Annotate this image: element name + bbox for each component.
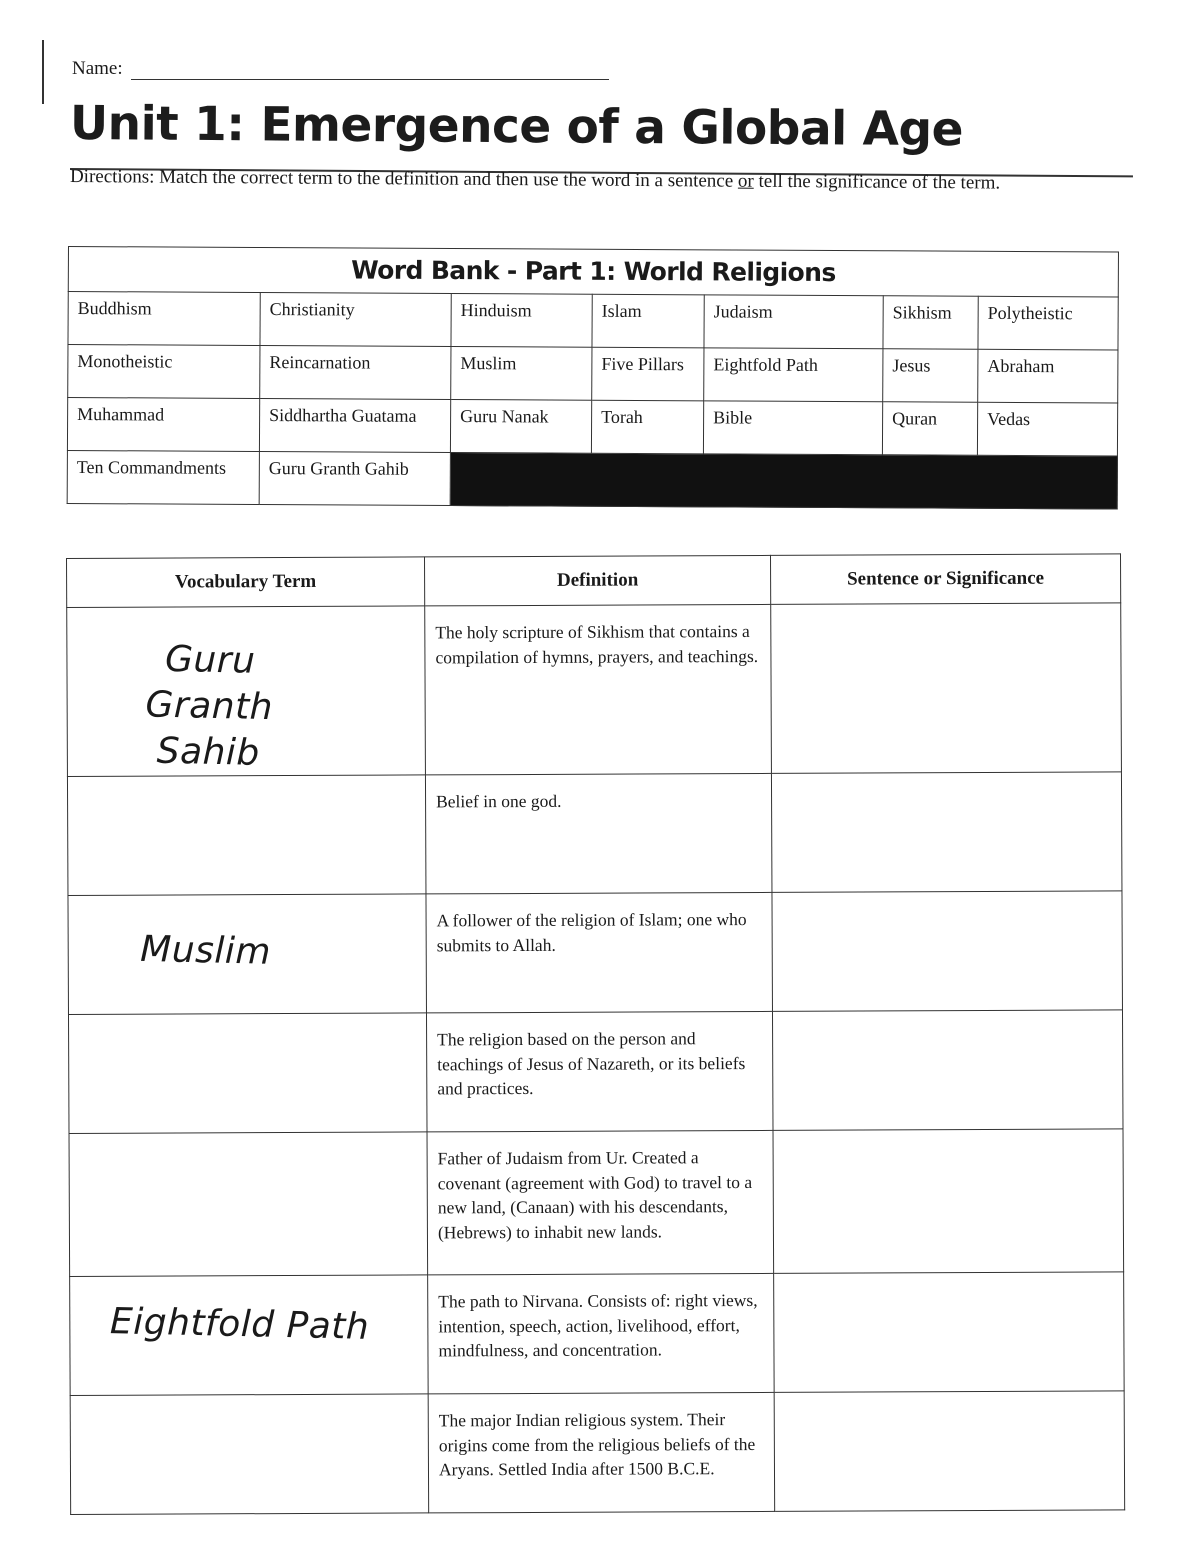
table-row — [67, 772, 1122, 896]
word-bank-term: Torah — [591, 400, 703, 454]
name-row — [72, 58, 609, 80]
sentence-cell[interactable] — [774, 1272, 1125, 1393]
definition-cell — [428, 1392, 775, 1513]
directions-text-2: tell the significance of the term. — [753, 170, 1001, 194]
directions-or: or — [737, 170, 754, 192]
sentence-text — [774, 1129, 1123, 1131]
term-cell[interactable] — [69, 1132, 428, 1277]
table-row — [68, 891, 1123, 1015]
word-bank-term: Five Pillars — [592, 347, 704, 401]
table-row — [70, 1391, 1125, 1515]
term-cell[interactable] — [70, 1275, 429, 1396]
sentence-cell[interactable] — [772, 1010, 1123, 1131]
sentence-text — [774, 1272, 1123, 1274]
word-bank-term: Polytheistic — [978, 296, 1118, 350]
column-header-definition: Definition — [424, 555, 770, 606]
directions-text-1: Directions: Match the correct term to the definition and then use the word in a sentence — [69, 166, 739, 192]
name-label: Name: — [72, 58, 123, 79]
table-row — [67, 603, 1122, 777]
word-bank-term: Islam — [592, 294, 704, 348]
word-bank-table — [67, 246, 1119, 509]
table-row — [68, 1010, 1123, 1134]
handwritten-term: Eightfold Path — [109, 1301, 370, 1348]
margin-mark — [42, 40, 44, 104]
table-row — [70, 1272, 1125, 1396]
sentence-cell[interactable] — [771, 603, 1122, 774]
word-bank-term: Christianity — [260, 293, 451, 347]
definition-cell — [426, 1011, 773, 1132]
definition-cell — [426, 892, 773, 1013]
definition-text: Father of Judaism from Ur. Created a covenant (agreement with God) to travel to a new land, (Canaan) with his descendants, (Hebrews) to inhabit new lands. — [437, 1147, 753, 1242]
word-bank-term: Vedas — [977, 402, 1117, 456]
word-bank-term: Hinduism — [451, 294, 592, 348]
word-bank-term: Jesus — [883, 349, 978, 402]
vocabulary-table — [66, 553, 1125, 1515]
word-bank-term: Muhammad — [67, 398, 259, 452]
definition-cell — [425, 773, 772, 894]
word-bank-term: Bible — [703, 401, 882, 455]
sentence-cell[interactable] — [773, 1129, 1124, 1274]
word-bank-term: Guru Granth Gahib — [259, 452, 450, 506]
definition-cell — [427, 1130, 774, 1275]
definition-text: The path to Nirvana. Consists of: right views, intention, speech, action, livelihood, effort, mindfulness, and concentration. — [438, 1289, 758, 1361]
word-bank-term: Buddhism — [68, 292, 260, 346]
word-bank-term: Ten Commandments — [67, 450, 259, 504]
sentence-cell[interactable] — [774, 1391, 1125, 1512]
sentence-text — [775, 1391, 1124, 1393]
definition-text: The major Indian religious system. Their origins come from the religious beliefs of the Aryans. Settled India after 1500 B.C.E. — [438, 1409, 756, 1480]
page-title: Unit 1: Emergence of a Global Age — [69, 96, 964, 158]
word-bank-blacked-out — [450, 453, 1117, 509]
definition-text: Belief in one god. — [436, 790, 562, 812]
term-cell[interactable] — [67, 775, 426, 896]
sentence-cell[interactable] — [772, 891, 1123, 1012]
word-bank-term: Abraham — [978, 349, 1118, 403]
handwritten-term: Guru Granth Sahib — [145, 638, 274, 774]
sentence-text — [773, 1010, 1122, 1012]
table-row — [69, 1129, 1124, 1277]
word-bank-term: Monotheistic — [68, 345, 260, 399]
definition-text: A follower of the religion of Islam; one who submits to Allah. — [436, 909, 747, 955]
word-bank-title: Word Bank - Part 1: World Religions — [68, 247, 1118, 297]
definition-text: The holy scripture of Sikhism that contains a compilation of hymns, prayers, and teachings. — [435, 621, 759, 667]
word-bank-term: Sikhism — [883, 296, 978, 349]
term-cell[interactable] — [67, 606, 426, 777]
term-cell[interactable] — [68, 1013, 427, 1134]
sentence-cell[interactable] — [771, 772, 1122, 893]
term-cell[interactable] — [70, 1394, 429, 1515]
name-input-line[interactable] — [131, 61, 609, 80]
word-bank-term: Judaism — [704, 295, 883, 349]
word-bank-term: Eightfold Path — [704, 348, 883, 402]
definition-text: The religion based on the person and teachings of Jesus of Nazareth, or its beliefs and practices. — [437, 1028, 746, 1099]
definition-cell — [428, 1273, 775, 1394]
column-header-sentence: Sentence or Significance — [770, 554, 1120, 605]
word-bank-term: Siddhartha Guatama — [259, 399, 450, 453]
word-bank-term: Reincarnation — [260, 346, 451, 400]
directions — [70, 166, 1120, 195]
sentence-text — [772, 891, 1121, 893]
sentence-text — [771, 603, 1120, 605]
handwritten-term: Muslim — [139, 928, 272, 973]
word-bank-term: Quran — [882, 402, 977, 455]
term-cell[interactable] — [68, 894, 427, 1015]
word-bank-term: Guru Nanak — [450, 400, 591, 454]
word-bank-term: Muslim — [451, 347, 592, 401]
column-header-term: Vocabulary Term — [67, 557, 425, 608]
sentence-text — [772, 772, 1121, 774]
definition-cell — [425, 604, 772, 775]
